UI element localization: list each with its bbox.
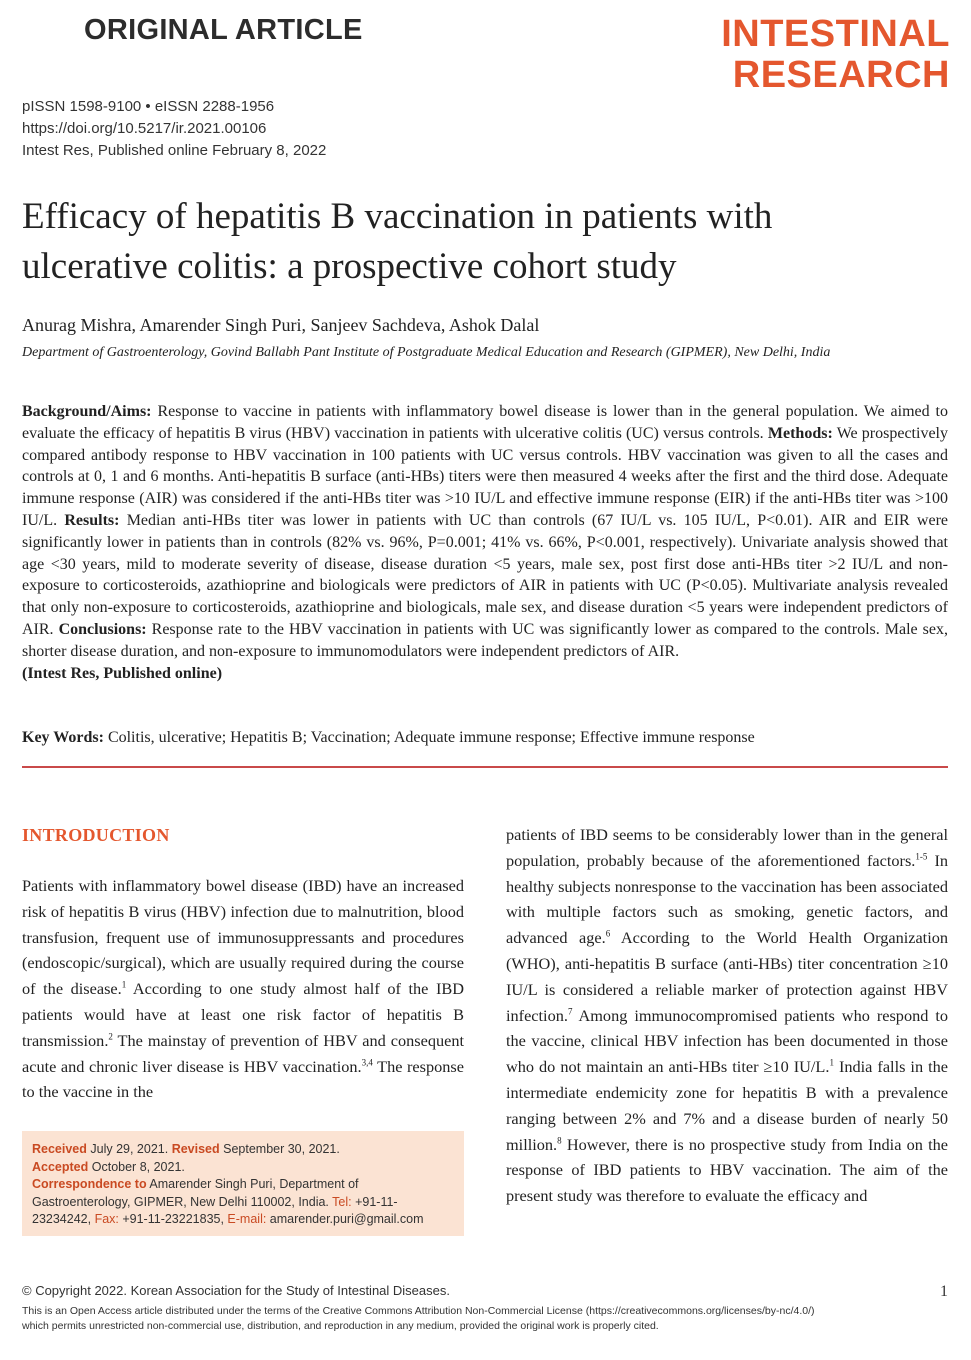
- citation-ref[interactable]: 1: [121, 979, 127, 990]
- intro-text: The mainstay of prevention of HBV and consequent acute and chronic liver disease is HBV vaccination.: [22, 1030, 464, 1076]
- intro-text: Among immunocompromised patients who respond to the vaccine, clinical HBV infection has been documented in those who do not maintain an anti-HBs titer ≥10 IU/L.: [506, 1005, 948, 1077]
- abstract-background-text: Response to vaccine in patients with inflammatory bowel disease is lower than in the general population. We aimed to evaluate the efficacy of hepatitis B virus (HBV) vaccination in patients with ulcerative colitis (UC) versus controls.: [22, 403, 949, 442]
- copyright: © Copyright 2022. Korean Association for the Study of Intestinal Diseases.: [22, 1283, 450, 1298]
- section-divider: [22, 766, 948, 768]
- intro-text: patients of IBD seems to be considerably lower than in the general population, probably because of the aforementioned factors.: [506, 825, 948, 870]
- intro-column-right: [506, 822, 948, 1209]
- abstract: [22, 401, 948, 684]
- journal-logo: [720, 14, 950, 96]
- intro-text: In healthy subjects nonresponse to the vaccination has been associated with multiple factors such as smoking, genetic factors, and advanced age.: [506, 850, 949, 948]
- keywords-text: Colitis, ulcerative; Hepatitis B; Vaccination; Adequate immune response; Effective immune response: [107, 729, 755, 746]
- accepted-label: Accepted: [32, 1159, 89, 1174]
- revised-date: September 30, 2021.: [219, 1142, 340, 1156]
- article-title: [22, 192, 922, 292]
- journal-logo-line2: RESEARCH: [732, 54, 950, 96]
- correspondence-text: Amarender Singh Puri, Department of Gastroenterology, GIPMER, New Delhi 110002, India.: [32, 1177, 359, 1209]
- accepted-date: October 8, 2021.: [88, 1159, 185, 1174]
- keywords-label: Key Words:: [22, 729, 104, 746]
- citation-ref[interactable]: 1-5: [915, 851, 928, 862]
- intro-text: Patients with inflammatory bowel disease (IBD) have an increased risk of hepatitis B virus (HBV) infection due to malnutrition, blood transfusion, frequent use of immunosuppressants and procedures (endoscopic/surgical), which are usually required during the course of the disease.: [22, 876, 464, 999]
- introduction-heading: INTRODUCTION: [22, 825, 170, 845]
- license: [22, 1304, 948, 1334]
- abstract-methods-label: Methods:: [767, 424, 833, 442]
- publication-info: [22, 96, 326, 162]
- abstract-citation: (Intest Res, Published online): [22, 664, 223, 682]
- intro-text: However, there is no prospective study from India on the response of IBD patients to HBV vaccination. The aim of the present study was therefore to evaluate the efficacy and: [506, 1134, 948, 1206]
- authors: Anurag Mishra, Amarender Singh Puri, Sanjeev Sachdeva, Ashok Dalal: [22, 315, 540, 335]
- affiliation: Department of Gastroenterology, Govind Ballabh Pant Institute of Postgraduate Medical Education and Research (GIPMER), New Delhi, India: [22, 345, 831, 360]
- keywords: [22, 729, 948, 747]
- abstract-conclusions-label: Conclusions:: [58, 620, 147, 638]
- email-link[interactable]: amarender.puri@gmail.com: [266, 1212, 424, 1226]
- fax-number: +91-11-23221835,: [118, 1212, 228, 1226]
- title-line-1: Efficacy of hepatitis B vaccination in patients with: [22, 196, 773, 237]
- citation-ref[interactable]: 6: [605, 928, 611, 939]
- intro-text: According to one study almost half of the IBD patients would have at least one risk factor of hepatitis B transmission.: [22, 979, 464, 1050]
- title-line-2: ulcerative colitis: a prospective cohort study: [22, 246, 677, 287]
- journal-logo-line1: INTESTINAL: [721, 13, 950, 55]
- intro-text: India falls in the intermediate endemicity zone for hepatitis B with a prevalence ranging between 2% and 7% and a disease burden of nearly 50 million.: [506, 1057, 948, 1154]
- intro-text: According to the World Health Organization (WHO), anti-hepatitis B surface (anti-HBs) titer concentration ≥10 IU/L is considered a reliable marker of protection against HBV infection.: [506, 928, 949, 1025]
- published-date: Intest Res, Published online February 8, 2022: [22, 142, 327, 159]
- issn: pISSN 1598-9100 • eISSN 2288-1956: [22, 98, 275, 115]
- section-label: ORIGINAL ARTICLE: [84, 14, 363, 46]
- intro-text: The response to the vaccine in the: [22, 1056, 464, 1102]
- received-date: July 29, 2021.: [86, 1142, 172, 1156]
- abstract-results-text: Median anti-HBs titer was lower in patients with UC than controls (67 IU/L vs. 105 IU/L, P<0.01). AIR and EIR were significantly lower in patients than in controls (82% vs. 96%, P=0.001; 41% vs. 66%, P<0.001, respectively). Univariate analysis showed that age <30 years, mild to moderate severity of disease, disease duration <5 years, male sex, post first dose anti-HBs titer >2 IU/L and non-exposure to corticosteroids, azathioprine and biologicals were predictors of AIR in patients with UC (P<0.05). Multivariate analysis revealed that only non-exposure to corticosteroids, azathioprine and biologicals, male sex, and disease duration <5 years were independent predictors of AIR.: [22, 511, 949, 638]
- page-footer: [22, 1283, 948, 1334]
- article-info-box: [22, 1131, 464, 1236]
- license-line-2: which permits unrestricted non-commercial use, distribution, and reproduction in any medium, provided the original work is properly cited.: [22, 1320, 659, 1332]
- revised-label: Revised: [171, 1142, 220, 1156]
- citation-ref[interactable]: 2: [108, 1031, 113, 1042]
- citation-ref[interactable]: 1: [829, 1057, 834, 1068]
- abstract-background-label: Background/Aims:: [22, 403, 152, 420]
- tel-number: +91-11-23234242,: [32, 1194, 398, 1226]
- abstract-methods-text: We prospectively compared antibody response to HBV vaccination in 100 patients with UC versus controls. HBV vaccination was given to all the cases and controls at 0, 1 and 6 months. Anti-hepatitis B surface (anti-HBs) titers were then measured 4 weeks after the first and the third dose. Adequate immune response (AIR) was considered if the anti-HBs titer was >10 IU/L and effective immune response (EIR) if the anti-HBs titer was >100 IU/L.: [22, 424, 948, 529]
- license-line-1: This is an Open Access article distributed under the terms of the Creative Commons Attribution Non-Commercial License (https://creativecommons.org/licenses/by-nc/4.0/): [22, 1305, 815, 1317]
- correspondence-label: Correspondence to: [32, 1177, 147, 1191]
- tel-label: Tel:: [332, 1194, 352, 1209]
- abstract-conclusions-text: Response rate to the HBV vaccination in patients with UC was significantly lower as compared to the controls. Male sex, shorter disease duration, and non-exposure to immunomodulators were independent predictors of AIR.: [22, 620, 949, 660]
- page-number: 1: [940, 1283, 948, 1300]
- abstract-results-label: Results:: [64, 511, 120, 529]
- citation-ref[interactable]: 3,4: [361, 1057, 373, 1068]
- citation-ref[interactable]: 8: [557, 1135, 562, 1146]
- received-label: Received: [32, 1142, 87, 1156]
- citation-ref[interactable]: 7: [567, 1006, 573, 1017]
- fax-label: Fax:: [94, 1212, 119, 1226]
- email-label: E-mail:: [227, 1212, 267, 1226]
- doi-link[interactable]: https://doi.org/10.5217/ir.2021.00106: [22, 120, 267, 137]
- intro-column-left: [22, 873, 464, 1105]
